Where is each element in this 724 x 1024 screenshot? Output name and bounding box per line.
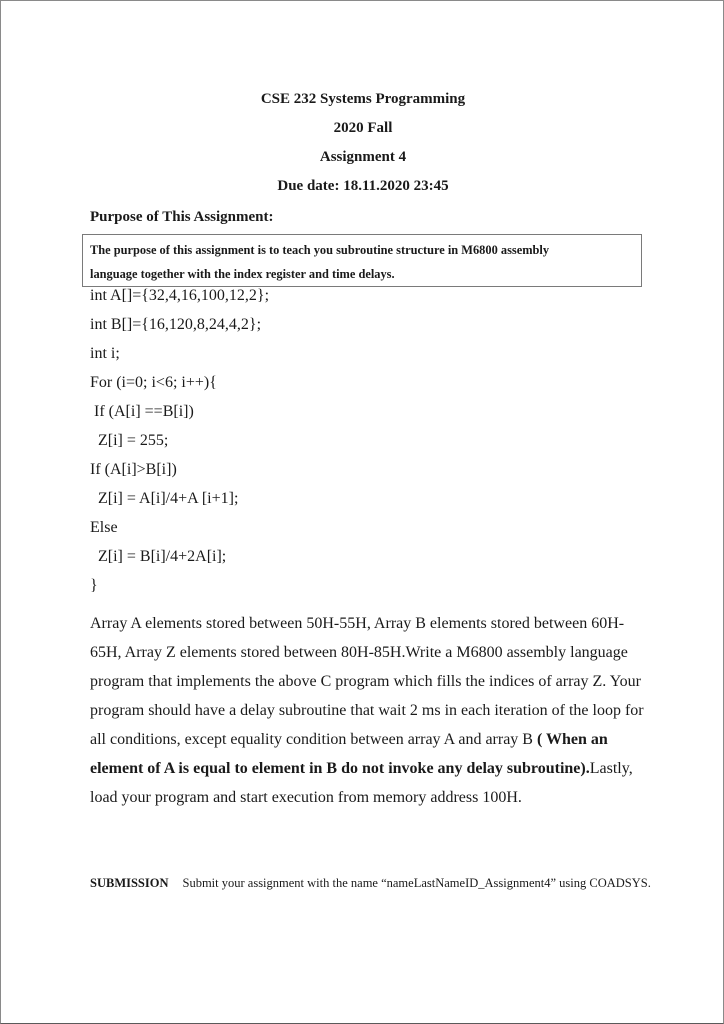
assignment-title: Assignment 4 (319, 149, 407, 165)
code-line: } (90, 577, 98, 594)
term-label: 2020 Fall (333, 120, 393, 136)
submission-text: Submit your assignment with the name “nameLastNameID_Assignment4” using COADSYS. (182, 876, 651, 890)
submission-label: SUBMISSION (90, 876, 169, 890)
purpose-box (82, 234, 642, 287)
code-line: If (A[i]>B[i]) (90, 461, 177, 478)
description-text-end: Lastly, load your program and start execution from memory address 100H. (90, 760, 633, 806)
description-bold-note: ( When an element of A is equal to element in B do not invoke any delay subroutine). (90, 731, 608, 777)
purpose-line-1: The purpose of this assignment is to teach you subroutine structure in M6800 assembly (90, 243, 550, 257)
purpose-heading: Purpose of This Assignment: (90, 209, 274, 225)
due-date: Due date: 18.11.2020 23:45 (277, 178, 449, 194)
submission-section (90, 869, 660, 897)
code-line: Z[i] = A[i]/4+A [i+1]; (90, 490, 239, 507)
course-title: CSE 232 Systems Programming (260, 91, 466, 107)
description-paragraph (90, 609, 650, 812)
code-line: If (A[i] ==B[i]) (90, 403, 194, 420)
code-line: int A[]={32,4,16,100,12,2}; (90, 287, 270, 304)
description-text: Array A elements stored between 50H-55H, Array B elements stored between 60H-65H, Array Z elements stored between 80H-85H.Write a M6800 assembly language program that implements the above C program which fills the indices of array Z. Your program should have a delay subroutine that wait 2 ms in each iteration of the loop for all conditions, except equality condition between array A and array B (90, 615, 644, 748)
code-line: int B[]={16,120,8,24,4,2}; (90, 316, 262, 333)
code-line: Z[i] = 255; (90, 432, 169, 449)
code-line: int i; (90, 345, 120, 362)
code-line: Z[i] = B[i]/4+2A[i]; (90, 548, 227, 565)
code-line: Else (90, 519, 118, 536)
code-line: For (i=0; i<6; i++){ (90, 374, 217, 391)
purpose-line-2: language together with the index register and time delays. (90, 267, 395, 281)
